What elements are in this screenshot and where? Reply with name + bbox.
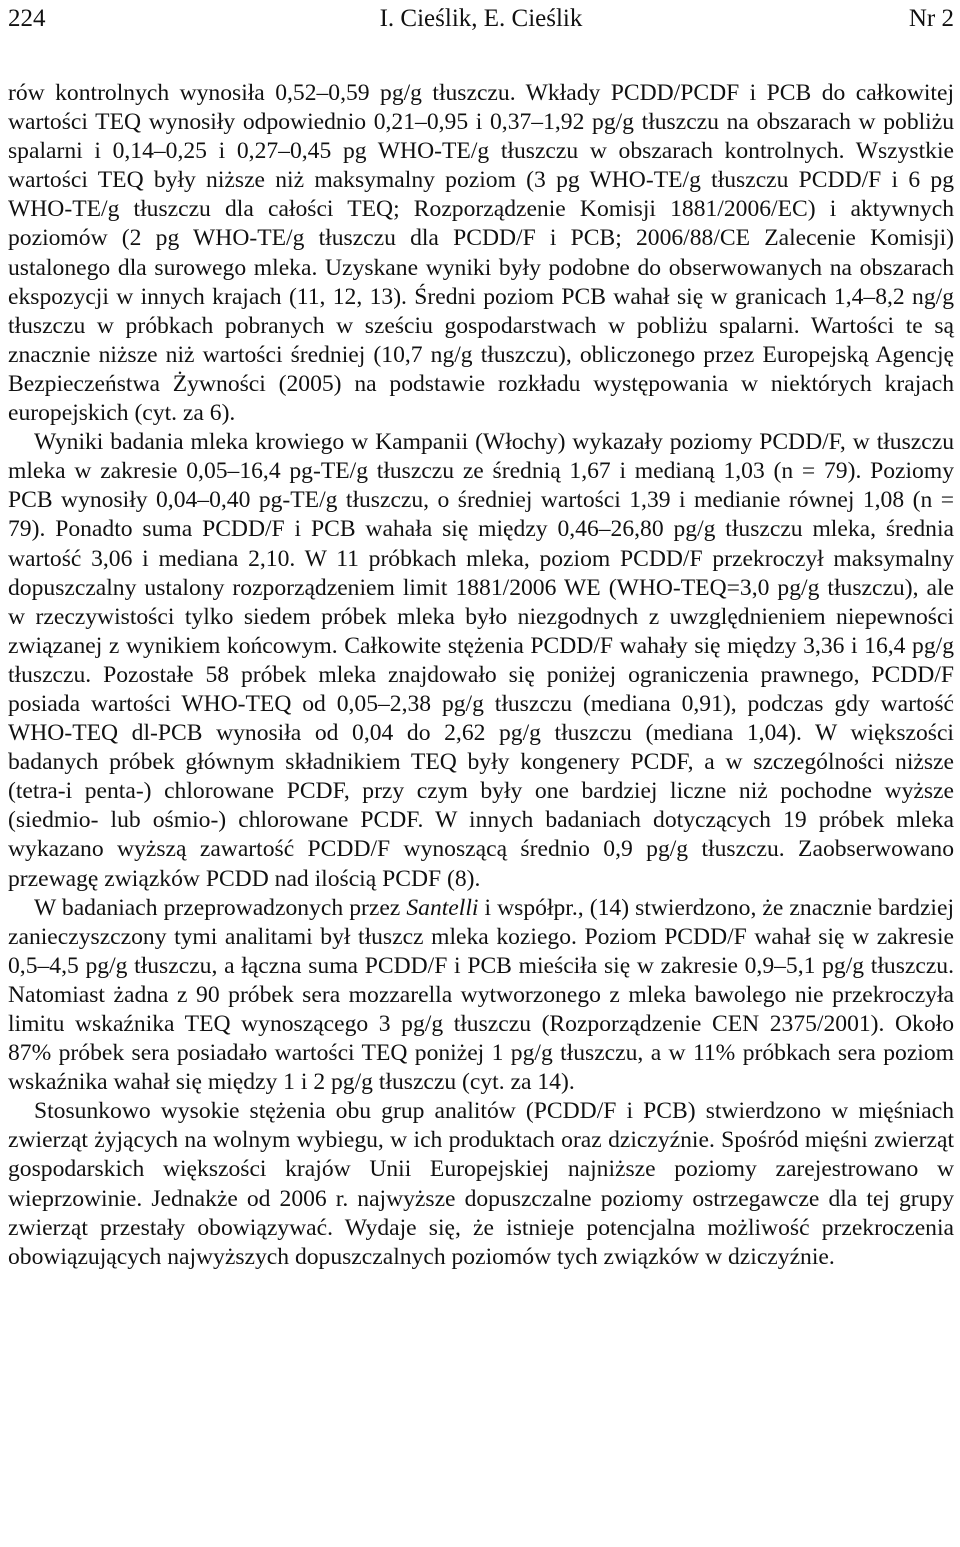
paragraph-4: Stosunkowo wysokie stężenia obu grup analitów (PCDD/F i PCB) stwierdzono w mięśniach zwierząt żyjących na wolnym wybiegu, w ich produktach oraz dziczyźnie. Spośród mięśni zwierząt gospodarskich większości krajów Unii Europejskiej najniższe poziomy zarejestrowano w wieprzowinie. Jednakże od 2006 r. najwyższe dopuszczalne poziomy ostrzegawcze dla tej grupy zwierząt przestały obowiązywać. Wydaje się, że istnieje potencjalna możliwość przekroczenia obowiązujących najwyższych dopuszczalnych poziomów tych związków w dziczyźnie. <box>8 1098 954 1270</box>
paragraph-3-lead: W badaniach przeprowadzonych przez <box>34 894 407 921</box>
running-header <box>8 0 954 44</box>
paragraph-3-rest: i współpr., (14) stwierdzono, że znacznie bardziej zanieczyszczony tymi analitami był tłuszcz mleka koziego. Poziom PCDD/F wahał się w zakresie 0,5–4,5 pg/g tłuszczu, a łączna suma PCDD/F i PCB mieściła się w zakresie 0,9–5,1 pg/g tłuszczu. Natomiast żadna z 90 próbek sera mozzarella wytworzonego z mleka bawolego nie przekroczyła limitu wskaźnika TEQ wynoszącego 3 pg/g tłuszczu (Rozporządzenie CEN 2375/2001). Około 87% próbek sera posiadało wartości TEQ poniżej 1 pg/g tłuszczu, a w 11% próbkach sera poziom wskaźnika wahał się między 1 i 2 pg/g tłuszczu (cyt. za 14). <box>8 894 954 1096</box>
running-head-authors: I. Cieślik, E. Cieślik <box>379 5 583 32</box>
author-citation-italic: Santelli <box>406 894 479 921</box>
paragraph-2: Wyniki badania mleka krowiego w Kampanii (Włochy) wykazały poziomy PCDD/F, w tłuszczu mleka w zakresie 0,05–16,4 pg-TE/g tłuszczu ze średnią 1,67 i medianą 1,03 (n = 79). Poziomy PCB wynosiły 0,04–0,40 pg-TE/g tłuszczu, o średniej wartości 1,39 i medianie równej 1,08 (n = 79). Ponadto suma PCDD/F i PCB wahała się między 0,46–26,80 pg/g tłuszczu mleka, średnia wartość 3,06 i mediana 2,10. W 11 próbkach mleka, poziom PCDD/F przekroczył maksymalny dopuszczalny ustalony rozporządzeniem limit 1881/2006 WE (WHO-TEQ=3,0 pg/g tłuszczu), ale w rzeczywistości tylko siedem próbek mleka było niezgodnych z uwzględnieniem niepewności związanej z wynikiem końcowym. Całkowite stężenia PCDD/F wahały się między 3,36 i 16,4 pg/g tłuszczu. Pozostałe 58 próbek mleka znajdowało się poniżej ograniczenia prawnego, PCDD/F posiada wartości WHO-TEQ od 0,05–2,38 pg/g tłuszczu (mediana 0,91), podczas gdy wartość WHO-TEQ dl-PCB wynosiła od 0,04 do 2,62 pg/g tłuszczu (mediana 1,04). W większości badanych próbek głównym składnikiem TEQ były kongenery PCDF, a w szczególności niższe (tetra-i penta-) chlorowane PCDF, przy czym były one bardziej liczne niż pochodne wyższe (siedmio- lub ośmio-) chlorowane PCDF. W innych badaniach dotyczących 19 próbek mleka wykazano wyższą zawartość PCDD/F wynoszącą średnio 0,9 pg/g tłuszczu. Zaobserwowano przewagę związków PCDD nad ilością PCDF (8). <box>8 429 954 892</box>
page-number: 224 <box>8 5 46 32</box>
issue-number: Nr 2 <box>908 5 954 32</box>
article-body <box>8 79 954 1272</box>
page <box>8 0 954 1270</box>
paragraph-3 <box>8 894 954 1098</box>
paragraph-1: rów kontrolnych wynosiła 0,52–0,59 pg/g tłuszczu. Wkłady PCDD/PCDF i PCB do całkowitej wartości TEQ wynosiły odpowiednio 0,21–0,95 i 0,37–1,92 pg/g tłuszczu na obszarach w pobliżu spalarni i 0,14–0,25 i 0,27–0,45 pg WHO-TE/g tłuszczu w obszarach kontrolnych. Wszystkie wartości TEQ były niższe niż maksymalny poziom (3 pg WHO-TE/g tłuszczu PCDD/F i 6 pg WHO-TE/g tłuszczu dla całości TEQ; Rozporządzenie Komisji 1881/2006/EC) i aktywnych poziomów (2 pg WHO-TE/g tłuszczu dla PCDD/F i PCB; 2006/88/CE Zalecenie Komisji) ustalonego dla surowego mleka. Uzyskane wyniki były podobne do obserwowanych na obszarach ekspozycji w innych krajach (11, 12, 13). Średni poziom PCB wahał się w granicach 1,4–8,2 ng/g tłuszczu w próbkach pobranych w sześciu gospodarstwach w pobliżu spalarni. Wartości te są znacznie niższe niż wartości średniej (10,7 ng/g tłuszczu), obliczonego przez Europejską Agencję Bezpieczeństwa Żywności (2005) na podstawie rozkładu występowania w niektórych krajach europejskich (cyt. za 6). <box>8 80 954 427</box>
